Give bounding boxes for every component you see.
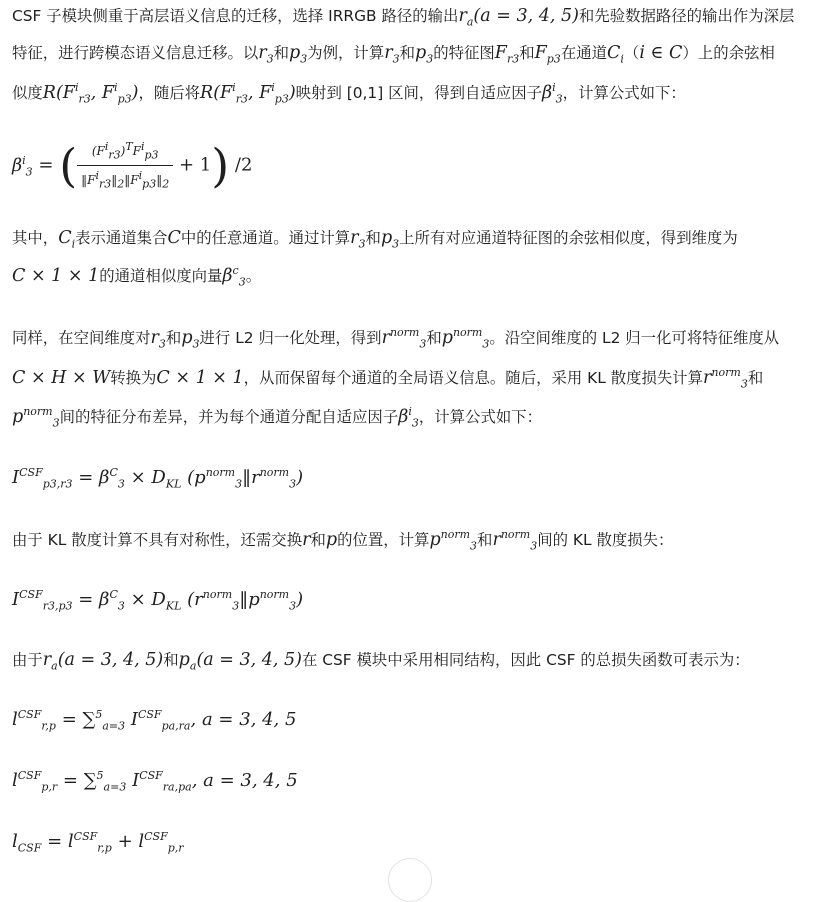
- math-p-a: $p_a$: [178, 650, 197, 673]
- paragraph-4: [12, 528, 674, 553]
- math-p3-norm: $p^{norm}_3$: [429, 528, 478, 553]
- math-beta-3-i: $\beta^i_3$: [542, 81, 563, 106]
- math-r3-norm: $r^{norm}_3$: [492, 528, 538, 553]
- text: ）上的余弦相: [682, 44, 775, 62]
- math-a-range: (a = 3, 4, 5): [57, 650, 164, 670]
- text: 和: [747, 369, 764, 387]
- paragraph-1-line-1: [12, 6, 795, 29]
- text: 特征，进行跨模态语义信息迁移。以: [12, 44, 259, 62]
- math-p3-norm: $p^{norm}_3$: [12, 405, 60, 430]
- text: 进行 L2 归一化处理，得到: [199, 329, 382, 347]
- math-C: C: [167, 228, 181, 248]
- math-C-i: $C_i$: [607, 43, 624, 66]
- math-r3: $r_3$: [384, 43, 400, 66]
- text: 间的特征分布差异，并为每个通道分配自适应因子: [59, 408, 399, 426]
- text: ，计算公式如下：: [418, 408, 543, 426]
- paragraph-3-line-1: [12, 326, 780, 351]
- text: 和: [426, 329, 442, 347]
- text: 的通道相似度向量: [99, 267, 223, 285]
- formula-l-p-r: $l^{CSF}_{p,r} = \sum^5_{a=3}$ $I^{CSF}_{ra,pa}$, a = 3, 4, 5: [12, 769, 298, 794]
- text: 在通道: [560, 44, 607, 62]
- text: 和: [399, 44, 415, 62]
- text: （: [623, 44, 640, 62]
- text: 和: [165, 329, 182, 347]
- text: 其中，: [12, 229, 59, 247]
- formula-l-r-p: $l^{CSF}_{r,p} = \sum^5_{a=3}$ $I^{CSF}_{pa,ra}$, a = 3, 4, 5: [12, 708, 297, 733]
- math-p3-norm: $p^{norm}_3$: [441, 326, 490, 351]
- math-dim-CHW: C × H × W: [12, 368, 111, 388]
- text: 为例，计算: [307, 44, 385, 62]
- paragraph-3-line-3: [12, 405, 543, 430]
- paragraph-2-line-1: [12, 228, 738, 251]
- text: 上所有对应通道特征图的余弦相似度，得到维度为: [399, 229, 738, 247]
- math-beta-3-c: $\beta^c_3$: [222, 264, 246, 289]
- formula-kl-r-p: $I^{CSF}_{r3,p3} = \beta^C_3 \times D_{KL}$ $(r^{norm}_3‖p^{norm}_3)$: [12, 588, 304, 613]
- text: 。: [245, 267, 262, 285]
- text: 在 CSF 模块中采用相同结构，因此 CSF 的总损失函数可表示为：: [301, 651, 750, 669]
- math-r3: $r_3$: [350, 228, 366, 251]
- text: 转换为: [110, 369, 157, 387]
- math-r-a: $r_a$: [42, 650, 58, 673]
- text: 由于 KL 散度计算不具有对称性，还需交换: [12, 531, 303, 549]
- text: 的特征图: [433, 44, 495, 62]
- math-i-in-C: i ∈ C: [639, 43, 683, 63]
- math-p3: $p_3$: [415, 43, 434, 66]
- math-F-r3: $F_{r3}$: [494, 43, 520, 66]
- text: 映射到 [0,1] 区间，得到自适应因子: [295, 84, 543, 102]
- formula-l-csf-total: $l_{CSF} = l^{CSF}_{r,p} + l^{CSF}_{p,r}$: [12, 830, 184, 855]
- text: ，计算公式如下：: [562, 84, 686, 102]
- text: 和先验数据路径的输出作为深层: [578, 7, 795, 25]
- scroll-down-button[interactable]: [388, 858, 432, 902]
- math-C-i: $C_i$: [58, 228, 76, 251]
- paragraph-1-line-2: [12, 43, 775, 66]
- formula-beta: [12, 139, 252, 192]
- math-r3: $r_3$: [258, 43, 274, 66]
- plus-one: + 1: [178, 154, 212, 176]
- text: ，随后将: [138, 84, 201, 102]
- math-r3: $r_3$: [150, 328, 166, 351]
- math-F-p3: $F_{p3}$: [534, 43, 561, 66]
- text: 间的 KL 散度损失：: [537, 531, 674, 549]
- text: 中的任意通道。通过计算: [180, 229, 351, 247]
- left-paren: (: [59, 138, 78, 193]
- text: 。沿空间维度的 L2 归一化可将特征维度从: [489, 329, 780, 347]
- divide-two: /2: [234, 154, 253, 176]
- math-r: r: [302, 530, 311, 550]
- math-r3-norm: $r^{norm}_3$: [381, 326, 427, 351]
- paragraph-3-line-2: [12, 366, 764, 391]
- text: CSF 子模块侧重于高层语义信息的迁移，选择 IRRGB 路径的输出: [12, 7, 459, 25]
- text: 同样，在空间维度对: [12, 329, 151, 347]
- math-r-a: $r_a$: [458, 6, 474, 29]
- formula-kl-p-r: $I^{CSF}_{p3,r3} = \beta^C_3 \times D_{KL}$ $(p^{norm}_3‖r^{norm}_3)$: [12, 466, 304, 491]
- math-a-range: (a = 3, 4, 5): [196, 650, 302, 670]
- math-p3: $p_3$: [181, 328, 200, 351]
- math-dim-C11: C × 1 × 1: [12, 266, 100, 286]
- math-R-F: $R(F^i_{r3}$, $F^i_{p3}$): [42, 81, 139, 106]
- math-p: p: [325, 530, 338, 550]
- cosine-fraction: [77, 139, 173, 192]
- math-dim-C11: C × 1 × 1: [156, 368, 244, 388]
- equals-sign: =: [38, 154, 54, 176]
- text: 和: [273, 44, 290, 62]
- text: 和: [310, 531, 326, 549]
- fraction-numerator: $(F^i_{r3})^TF^i_{p3}$: [77, 139, 173, 166]
- paragraph-5: [12, 650, 750, 673]
- text: 和: [519, 44, 535, 62]
- paragraph-1-line-3: [12, 81, 686, 106]
- math-r3-norm: $r^{norm}_3$: [703, 366, 748, 391]
- text: 似度: [12, 84, 43, 102]
- text: 和: [163, 651, 179, 669]
- text: ，从而保留每个通道的全局语义信息。随后，采用 KL 散度损失计算: [243, 369, 704, 387]
- text: 和: [477, 531, 493, 549]
- math-a-range: (a = 3, 4, 5): [473, 6, 579, 26]
- math-p3: $p_3$: [289, 43, 308, 66]
- text: 和: [365, 229, 381, 247]
- formula-lhs: $\beta^i_3$: [12, 153, 33, 178]
- fraction-denominator: $‖F^i_{r3}‖_2‖F^i_{p3}‖_2$: [81, 169, 170, 191]
- paragraph-2-line-2: [12, 264, 262, 289]
- text: 的位置，计算: [337, 531, 430, 549]
- text: 由于: [12, 651, 43, 669]
- math-p3: $p_3$: [380, 228, 400, 251]
- text: 表示通道集合: [75, 229, 168, 247]
- math-R-F: $R(F^i_{r3}$, $F^i_{p3}$): [200, 81, 296, 106]
- right-paren: ): [211, 138, 230, 193]
- math-beta-3-i: $\beta^i_3$: [398, 405, 419, 430]
